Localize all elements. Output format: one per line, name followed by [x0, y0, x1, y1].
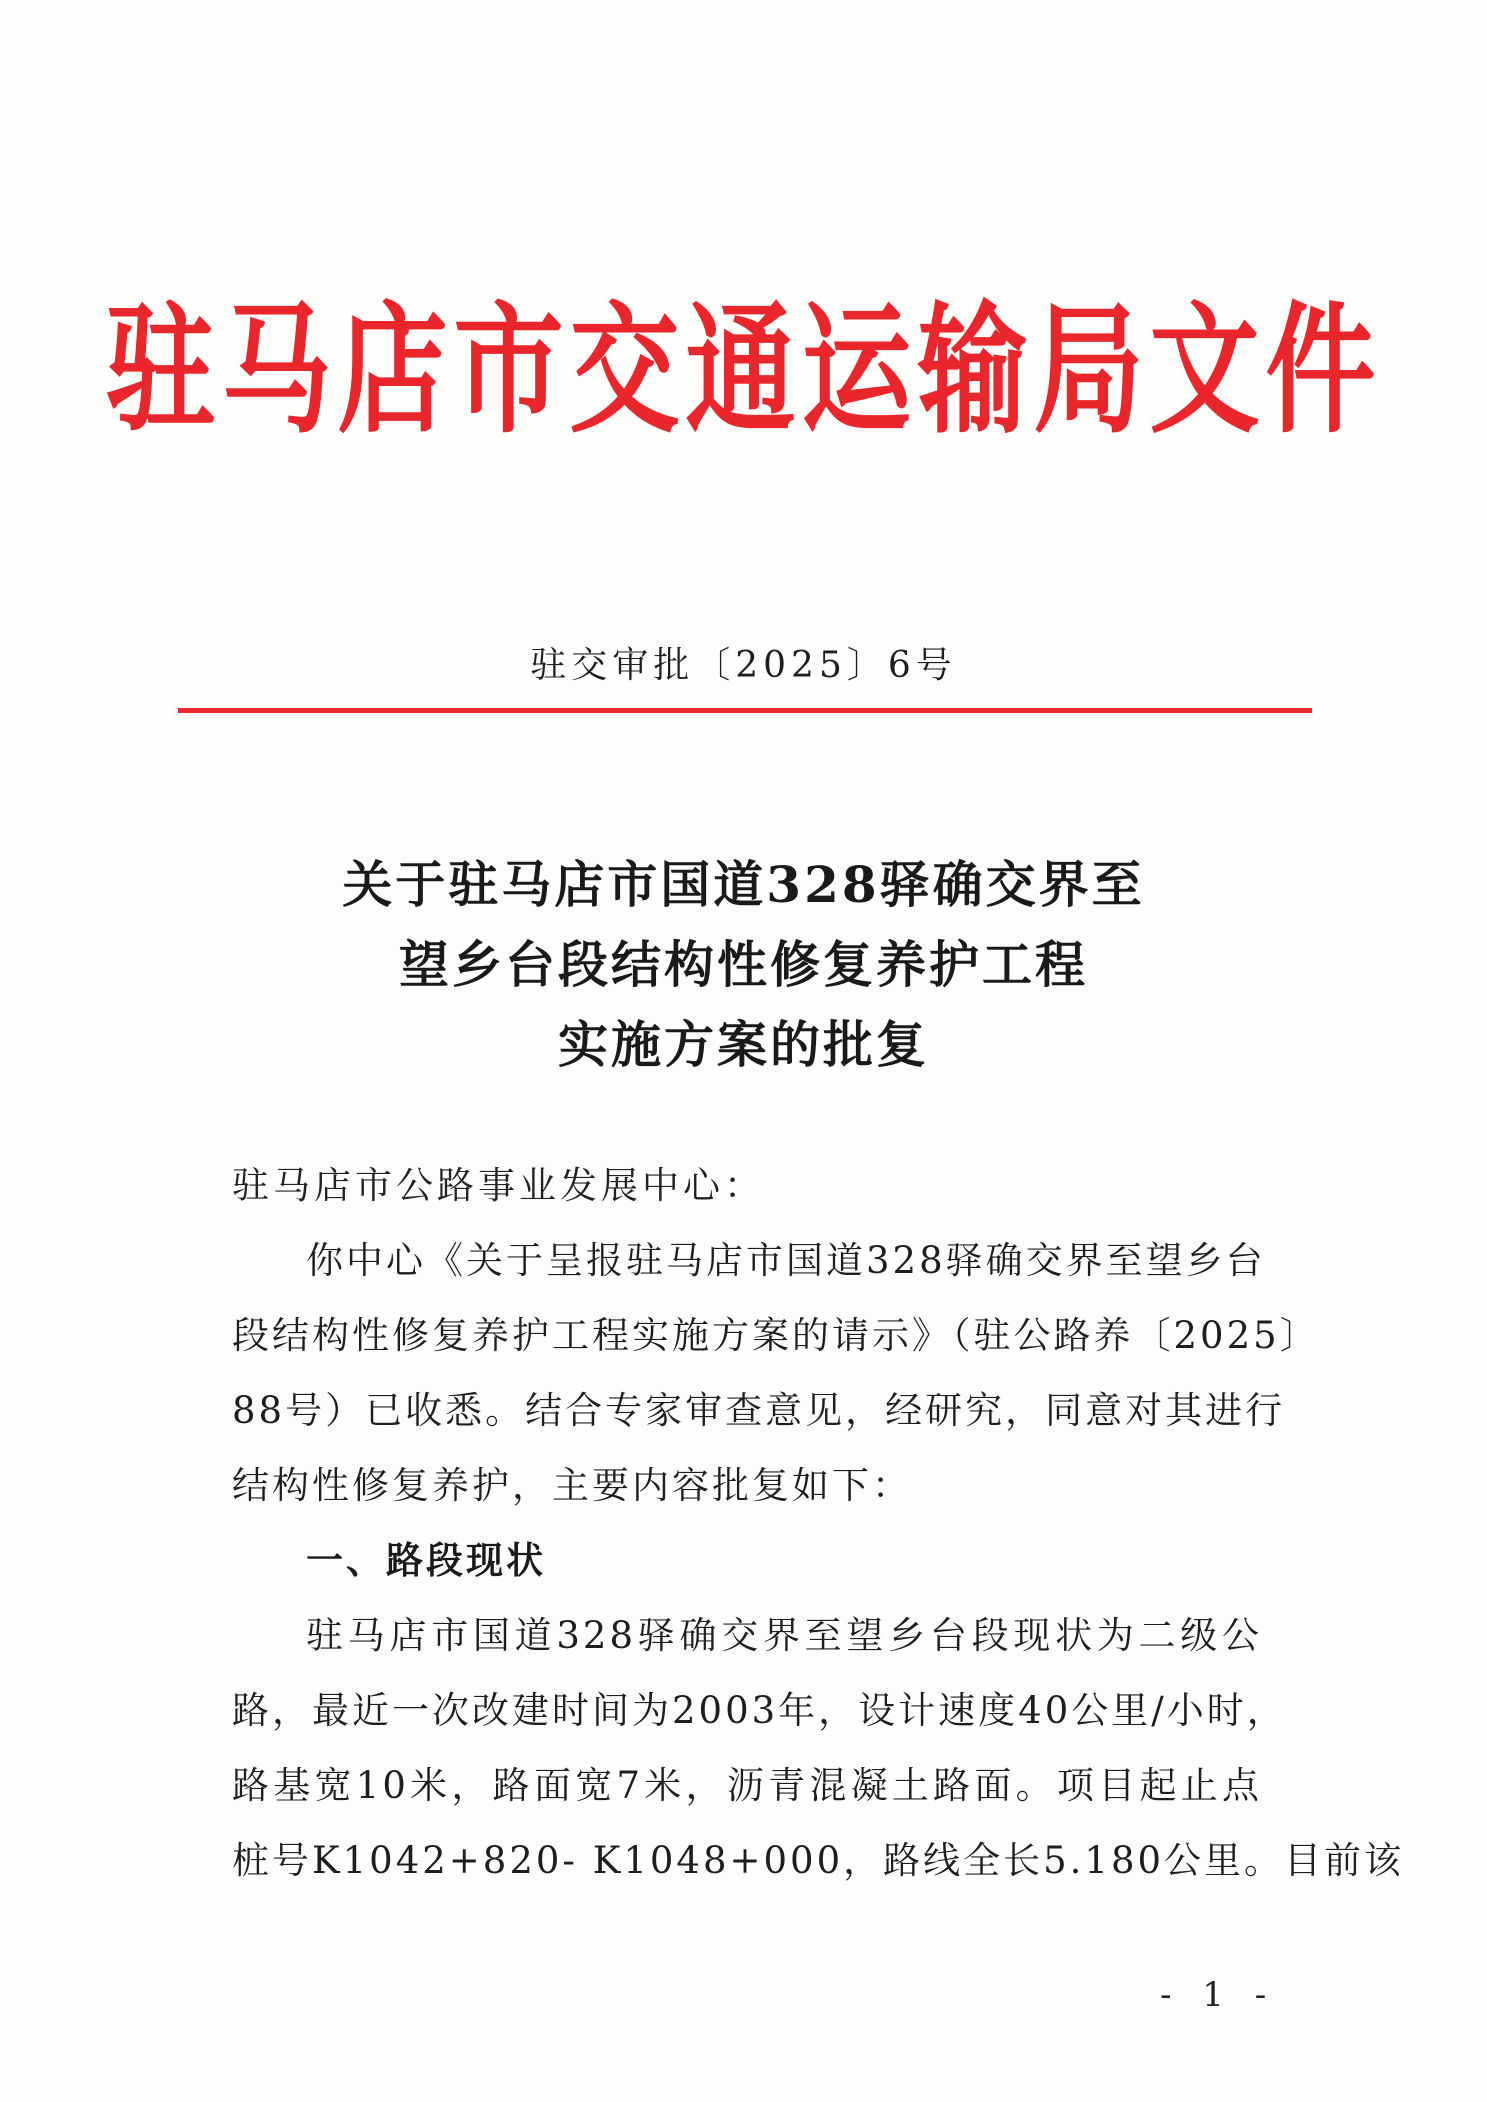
paragraph-2-line-1: 驻马店市国道328驿确交界至望乡台段现状为二级公: [306, 1614, 1262, 1657]
paragraph-2-line-4: 桩号K1042+820- K1048+000，路线全长5.180公里。目前该: [232, 1839, 1405, 1882]
document-title-line-3: 实施方案的批复: [558, 1015, 929, 1074]
masthead-title: 驻马店市交通运输局文件: [105, 288, 1382, 453]
document-number: 驻交审批〔2025〕6号: [530, 645, 957, 686]
document-title-line-1: 关于驻马店市国道328驿确交界至: [342, 855, 1145, 914]
page-number: - 1 -: [1160, 1975, 1277, 2015]
addressee: 驻马店市公路事业发展中心：: [232, 1164, 765, 1207]
document-title-line-2: 望乡台段结构性修复养护工程: [399, 935, 1088, 994]
paragraph-2-line-2: 路，最近一次改建时间为2003年，设计速度40公里/小时，: [232, 1689, 1287, 1732]
paragraph-1-line-1: 你中心《关于呈报驻马店市国道328驿确交界至望乡台: [306, 1239, 1266, 1282]
red-divider-line: [178, 708, 1312, 713]
paragraph-1-line-2: 段结构性修复养护工程实施方案的请示》（驻公路养〔2025〕: [232, 1314, 1320, 1357]
paragraph-1-line-4: 结构性修复养护，主要内容批复如下：: [232, 1464, 912, 1507]
paragraph-1-line-3: 88号）已收悉。结合专家审查意见，经研究，同意对其进行: [232, 1389, 1286, 1432]
paragraph-2-line-3: 路基宽10米，路面宽7米，沥青混凝土路面。项目起止点: [232, 1764, 1262, 1807]
section-heading-1: 一、路段现状: [306, 1539, 546, 1582]
